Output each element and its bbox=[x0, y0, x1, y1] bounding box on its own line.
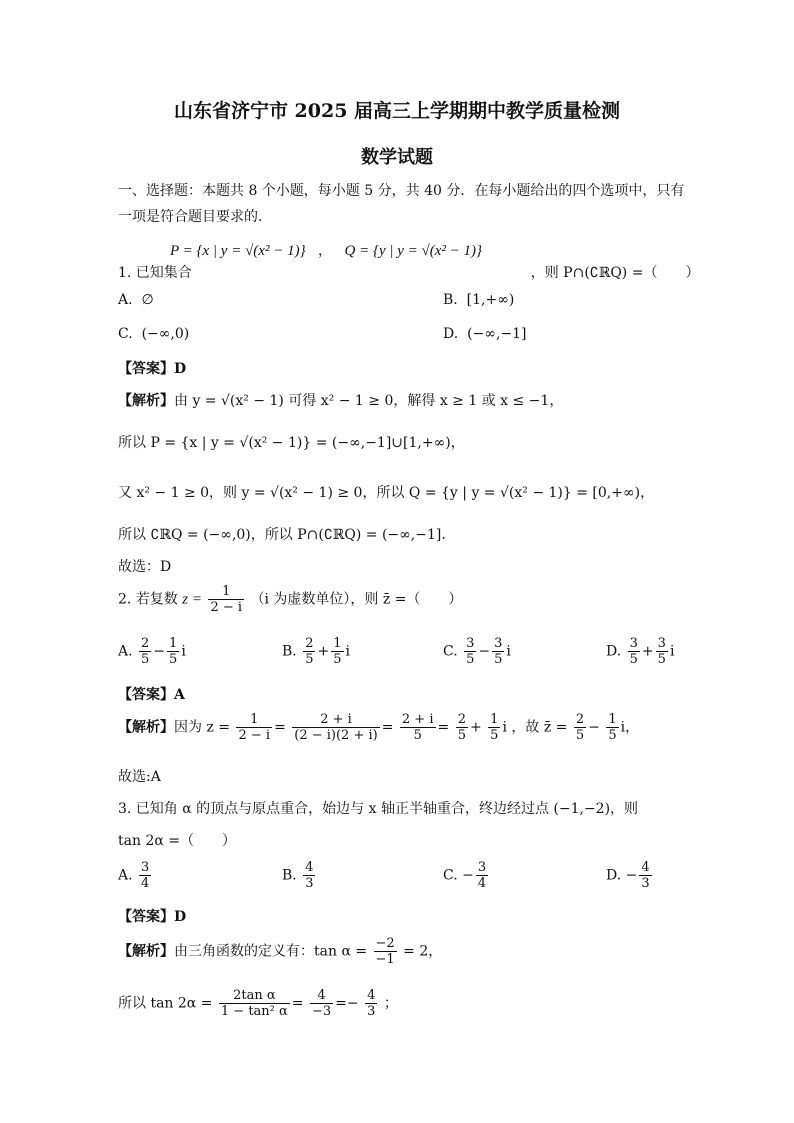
q3-analysis-1: 【解析】由三角函数的定义有：tan α = $\frac{-2}{-1}$ = 2， bbox=[118, 936, 443, 967]
q2-stem: 2. 若复数 z = $\frac{1}{2 - i}$ （i 为虚数单位），则 z̄ =（ ） bbox=[118, 584, 463, 615]
section-instruction-line2: 一项是符合题目要求的． bbox=[118, 209, 272, 225]
q1-stem bbox=[118, 262, 699, 282]
q3-option-a: A. $\frac{3}{4}$ bbox=[118, 860, 150, 891]
q2-option-b: B. $\frac{2}{5}$ + $\frac{1}{5}$ i bbox=[282, 636, 350, 667]
q2-answer: 【答案】A bbox=[118, 687, 185, 703]
q2-choose: 故选:A bbox=[118, 769, 161, 785]
q1-option-d: D. (−∞,−1] bbox=[443, 326, 527, 342]
q1-set-definitions: P = {x | y = √(x² − 1)} ， Q = {y | y = √(x² − 1)} bbox=[170, 243, 482, 259]
q1-prefix: 1. 已知集合 bbox=[118, 265, 192, 281]
q3-answer: 【答案】D bbox=[118, 909, 187, 925]
q3-option-b: B. $\frac{4}{3}$ bbox=[282, 860, 314, 891]
q3-option-c: C. − $\frac{3}{4}$ bbox=[443, 860, 487, 891]
q1-answer: 【答案】D bbox=[118, 361, 187, 377]
q3-option-d: D. − $\frac{4}{3}$ bbox=[606, 860, 650, 891]
exam-subtitle: 数学试题 bbox=[361, 147, 433, 168]
exam-title: 山东省济宁市 2025 届高三上学期期中教学质量检测 bbox=[173, 100, 621, 122]
q1-analysis-1: 【解析】由 y = √(x² − 1) 可得 x² − 1 ≥ 0，解得 x ≥ 1 或 x ≤ −1， bbox=[118, 393, 564, 409]
q1-analysis-2: 所以 P = {x | y = √(x² − 1)} = (−∞,−1]∪[1,+∞)， bbox=[118, 435, 465, 451]
q3-analysis-2: 所以 tan 2α = $\frac{\text{2tan α}}{\text{1 − tan² α}}$ = $\frac{4}{-3}$ =− $\frac{4}{3}$ ； bbox=[118, 988, 398, 1019]
q1-option-b: B. [1,+∞) bbox=[443, 292, 515, 308]
q2-option-a: A. $\frac{2}{5}$ − $\frac{1}{5}$ i bbox=[118, 636, 186, 667]
q1-option-a: A. ∅ bbox=[118, 292, 154, 308]
q1-analysis-4: 所以 ∁ℝQ = (−∞,0)，所以 P∩(∁ℝQ) = (−∞,−1]． bbox=[118, 527, 456, 543]
q1-option-c: C. (−∞,0) bbox=[118, 326, 190, 342]
q3-stem-line1: 3. 已知角 α 的顶点与原点重合，始边与 x 轴正半轴重合，终边经过点 (−1,−2)，则 bbox=[118, 801, 639, 817]
q2-option-c: C. $\frac{3}{5}$ − $\frac{3}{5}$ i bbox=[443, 636, 511, 667]
q2-analysis: 【解析】因为 z = $\frac{1}{2 - i}$ = $\frac{2 + i}{(2 - i)(2 + i)}$ = $\frac{2 + i}{5}$ = $\frac{2}{5}$ + $\frac{1}{5}$ i ，故 z̄ = $\frac{2}{5}$ − $\frac{1}{5}$ i， bbox=[118, 712, 640, 743]
q1-choose: 故选：D bbox=[118, 559, 172, 575]
q1-set-q: Q = {y | y = √(x² − 1)} bbox=[344, 243, 482, 259]
q1-set-p: P = {x | y = √(x² − 1)} bbox=[170, 243, 306, 259]
q2-z-fraction: $\frac{1}{2 - i}$ bbox=[210, 584, 243, 615]
q2-option-d: D. $\frac{3}{5}$ + $\frac{3}{5}$ i bbox=[606, 636, 675, 667]
q1-ask: ，则 P∩(∁ℝQ) =（ ） bbox=[530, 265, 700, 281]
section-instruction-line1: 一、选择题：本题共 8 个小题，每小题 5 分，共 40 分．在每小题给出的四个选项中，只有 bbox=[118, 183, 685, 199]
q3-stem-line2: tan 2α =（ ） bbox=[118, 833, 236, 849]
q1-analysis-3: 又 x² − 1 ≥ 0，则 y = √(x² − 1) ≥ 0，所以 Q = {y | y = √(x² − 1)} = [0,+∞)， bbox=[118, 485, 655, 501]
